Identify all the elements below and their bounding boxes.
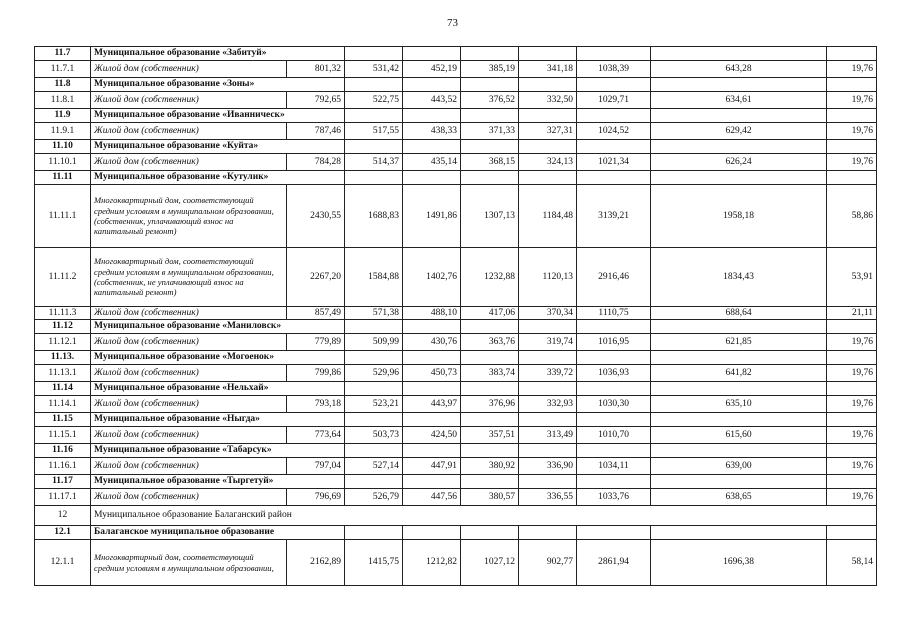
value-cell: 313,49 xyxy=(519,427,577,444)
row-description: Жилой дом (собственник) xyxy=(91,396,287,413)
group-header-row xyxy=(35,47,877,61)
value-cell: 376,52 xyxy=(461,92,519,109)
empty-cell xyxy=(577,109,651,123)
value-cell: 1212,82 xyxy=(403,540,461,586)
row-code: 11.12 xyxy=(35,320,91,334)
value-cell: 1696,38 xyxy=(651,540,827,586)
empty-cell xyxy=(651,526,827,540)
group-title: Муниципальное образование «Тыргетуй» xyxy=(91,475,345,489)
table-row xyxy=(35,248,877,307)
value-cell: 902,77 xyxy=(519,540,577,586)
empty-cell xyxy=(827,109,877,123)
value-cell: 438,33 xyxy=(403,123,461,140)
group-header-row xyxy=(35,351,877,365)
value-cell: 526,79 xyxy=(345,489,403,506)
table-row xyxy=(35,154,877,171)
table-row xyxy=(35,427,877,444)
group-header-row xyxy=(35,506,877,526)
table-body xyxy=(35,47,877,586)
empty-cell xyxy=(651,320,827,334)
value-cell: 1232,88 xyxy=(461,248,519,307)
value-cell: 447,91 xyxy=(403,458,461,475)
empty-cell xyxy=(651,475,827,489)
value-cell: 3139,21 xyxy=(577,185,651,248)
value-cell: 503,73 xyxy=(345,427,403,444)
value-cell: 324,13 xyxy=(519,154,577,171)
row-code: 11.12.1 xyxy=(35,334,91,351)
empty-cell xyxy=(403,320,461,334)
row-code: 11.14 xyxy=(35,382,91,396)
group-header-row xyxy=(35,382,877,396)
value-cell: 341,18 xyxy=(519,61,577,78)
empty-cell xyxy=(461,526,519,540)
value-cell: 773,64 xyxy=(287,427,345,444)
row-code: 11.14.1 xyxy=(35,396,91,413)
value-cell: 514,37 xyxy=(345,154,403,171)
value-cell: 1688,83 xyxy=(345,185,403,248)
row-description: Жилой дом (собственник) xyxy=(91,489,287,506)
value-cell: 443,52 xyxy=(403,92,461,109)
empty-cell xyxy=(345,475,403,489)
row-description: Жилой дом (собственник) xyxy=(91,334,287,351)
row-description: Жилой дом (собственник) xyxy=(91,365,287,382)
value-cell: 370,34 xyxy=(519,307,577,320)
value-cell: 797,04 xyxy=(287,458,345,475)
group-title: Муниципальное образование «Ныгда» xyxy=(91,413,345,427)
row-description: Многоквартирный дом, соответствующий средним условиям в муниципальном образовании, (собственник, не уплачивающий взнос на капитальный ремонт) xyxy=(91,248,287,307)
value-cell: 523,21 xyxy=(345,396,403,413)
empty-cell xyxy=(827,47,877,61)
value-cell: 443,97 xyxy=(403,396,461,413)
value-cell: 509,99 xyxy=(345,334,403,351)
value-cell: 332,93 xyxy=(519,396,577,413)
row-code: 11.17.1 xyxy=(35,489,91,506)
empty-cell xyxy=(519,109,577,123)
empty-cell xyxy=(345,140,403,154)
group-title: Муниципальное образование «Забитуй» xyxy=(91,47,345,61)
group-header-row xyxy=(35,140,877,154)
row-code: 11.13.1 xyxy=(35,365,91,382)
empty-cell xyxy=(345,171,403,185)
value-cell: 621,85 xyxy=(651,334,827,351)
value-cell: 629,42 xyxy=(651,123,827,140)
row-code: 12.1.1 xyxy=(35,540,91,586)
group-title: Муниципальное образование «Маниловск» xyxy=(91,320,345,334)
empty-cell xyxy=(461,320,519,334)
value-cell: 1034,11 xyxy=(577,458,651,475)
row-description: Жилой дом (собственник) xyxy=(91,61,287,78)
value-cell: 58,86 xyxy=(827,185,877,248)
row-code: 11.13. xyxy=(35,351,91,365)
value-cell: 638,65 xyxy=(651,489,827,506)
value-cell: 527,14 xyxy=(345,458,403,475)
value-cell: 635,10 xyxy=(651,396,827,413)
row-code: 11.10.1 xyxy=(35,154,91,171)
group-header-row xyxy=(35,171,877,185)
value-cell: 488,10 xyxy=(403,307,461,320)
value-cell: 643,28 xyxy=(651,61,827,78)
group-title: Муниципальное образование «Зоны» xyxy=(91,78,345,92)
table-row xyxy=(35,307,877,320)
empty-cell xyxy=(519,382,577,396)
empty-cell xyxy=(345,444,403,458)
value-cell: 634,61 xyxy=(651,92,827,109)
empty-cell xyxy=(403,475,461,489)
table-row xyxy=(35,540,877,586)
empty-cell xyxy=(345,413,403,427)
row-code: 11.7 xyxy=(35,47,91,61)
table-row xyxy=(35,185,877,248)
empty-cell xyxy=(577,320,651,334)
value-cell: 1033,76 xyxy=(577,489,651,506)
value-cell: 1415,75 xyxy=(345,540,403,586)
group-title: Муниципальное образование «Могоенок» xyxy=(91,351,345,365)
empty-cell xyxy=(403,382,461,396)
empty-cell xyxy=(651,171,827,185)
value-cell: 1036,93 xyxy=(577,365,651,382)
value-cell: 339,72 xyxy=(519,365,577,382)
empty-cell xyxy=(577,526,651,540)
row-code: 11.11.1 xyxy=(35,185,91,248)
row-code: 11.7.1 xyxy=(35,61,91,78)
value-cell: 58,14 xyxy=(827,540,877,586)
row-code: 12.1 xyxy=(35,526,91,540)
empty-cell xyxy=(345,382,403,396)
empty-cell xyxy=(345,78,403,92)
empty-cell xyxy=(403,78,461,92)
value-cell: 327,31 xyxy=(519,123,577,140)
empty-cell xyxy=(651,413,827,427)
empty-cell xyxy=(651,382,827,396)
empty-cell xyxy=(577,140,651,154)
value-cell: 1120,13 xyxy=(519,248,577,307)
group-title: Муниципальное образование «Кутулик» xyxy=(91,171,345,185)
empty-cell xyxy=(577,413,651,427)
row-code: 11.15.1 xyxy=(35,427,91,444)
group-title: Муниципальное образование «Табарсук» xyxy=(91,444,345,458)
row-description: Многоквартирный дом, соответствующий средним условиям в муниципальном образовании, (собственник, уплачивающий взнос на капитальный ремонт) xyxy=(91,185,287,248)
value-cell: 1110,75 xyxy=(577,307,651,320)
value-cell: 1038,39 xyxy=(577,61,651,78)
value-cell: 1027,12 xyxy=(461,540,519,586)
empty-cell xyxy=(345,109,403,123)
value-cell: 435,14 xyxy=(403,154,461,171)
empty-cell xyxy=(827,382,877,396)
value-cell: 801,32 xyxy=(287,61,345,78)
value-cell: 1184,48 xyxy=(519,185,577,248)
row-description: Жилой дом (собственник) xyxy=(91,123,287,140)
value-cell: 2916,46 xyxy=(577,248,651,307)
empty-cell xyxy=(519,320,577,334)
value-cell: 447,56 xyxy=(403,489,461,506)
empty-cell xyxy=(461,109,519,123)
empty-cell xyxy=(519,413,577,427)
empty-cell xyxy=(461,413,519,427)
empty-cell xyxy=(577,78,651,92)
value-cell: 1584,88 xyxy=(345,248,403,307)
value-cell: 784,28 xyxy=(287,154,345,171)
group-header-row xyxy=(35,526,877,540)
row-code: 11.11.3 xyxy=(35,307,91,320)
value-cell: 19,76 xyxy=(827,396,877,413)
empty-cell xyxy=(577,444,651,458)
empty-cell xyxy=(345,320,403,334)
row-description: Жилой дом (собственник) xyxy=(91,92,287,109)
group-header-row xyxy=(35,444,877,458)
value-cell: 383,74 xyxy=(461,365,519,382)
row-code: 11.11 xyxy=(35,171,91,185)
value-cell: 376,96 xyxy=(461,396,519,413)
empty-cell xyxy=(461,382,519,396)
empty-cell xyxy=(345,526,403,540)
empty-cell xyxy=(403,413,461,427)
empty-cell xyxy=(827,78,877,92)
value-cell: 19,76 xyxy=(827,427,877,444)
empty-cell xyxy=(403,171,461,185)
value-cell: 450,73 xyxy=(403,365,461,382)
empty-cell xyxy=(651,78,827,92)
group-header-row xyxy=(35,475,877,489)
empty-cell xyxy=(827,413,877,427)
value-cell: 531,42 xyxy=(345,61,403,78)
row-code: 11.15 xyxy=(35,413,91,427)
row-description: Жилой дом (собственник) xyxy=(91,307,287,320)
group-header-row xyxy=(35,109,877,123)
group-title: Муниципальное образование «Куйта» xyxy=(91,140,345,154)
group-title: Муниципальное образование Балаганский район xyxy=(91,506,877,526)
value-cell: 424,50 xyxy=(403,427,461,444)
empty-cell xyxy=(403,109,461,123)
group-title: Муниципальное образование «Нельхай» xyxy=(91,382,345,396)
value-cell: 1021,34 xyxy=(577,154,651,171)
value-cell: 641,82 xyxy=(651,365,827,382)
value-cell: 19,76 xyxy=(827,458,877,475)
table-row xyxy=(35,489,877,506)
empty-cell xyxy=(519,47,577,61)
table-row xyxy=(35,92,877,109)
row-code: 11.17 xyxy=(35,475,91,489)
empty-cell xyxy=(403,140,461,154)
empty-cell xyxy=(651,351,827,365)
value-cell: 799,86 xyxy=(287,365,345,382)
empty-cell xyxy=(827,475,877,489)
table-row xyxy=(35,396,877,413)
group-header-row xyxy=(35,320,877,334)
value-cell: 19,76 xyxy=(827,61,877,78)
value-cell: 380,57 xyxy=(461,489,519,506)
value-cell: 2430,55 xyxy=(287,185,345,248)
row-description: Жилой дом (собственник) xyxy=(91,154,287,171)
value-cell: 417,06 xyxy=(461,307,519,320)
value-cell: 1030,30 xyxy=(577,396,651,413)
empty-cell xyxy=(827,526,877,540)
empty-cell xyxy=(403,526,461,540)
page-number: 73 xyxy=(447,17,458,29)
table-row xyxy=(35,365,877,382)
value-cell: 517,55 xyxy=(345,123,403,140)
tariff-table xyxy=(34,46,877,586)
empty-cell xyxy=(519,475,577,489)
value-cell: 571,38 xyxy=(345,307,403,320)
row-code: 11.9.1 xyxy=(35,123,91,140)
row-description: Жилой дом (собственник) xyxy=(91,427,287,444)
value-cell: 430,76 xyxy=(403,334,461,351)
value-cell: 1834,43 xyxy=(651,248,827,307)
value-cell: 529,96 xyxy=(345,365,403,382)
empty-cell xyxy=(827,140,877,154)
empty-cell xyxy=(827,171,877,185)
value-cell: 452,19 xyxy=(403,61,461,78)
empty-cell xyxy=(827,351,877,365)
value-cell: 363,76 xyxy=(461,334,519,351)
empty-cell xyxy=(651,109,827,123)
value-cell: 368,15 xyxy=(461,154,519,171)
value-cell: 2861,94 xyxy=(577,540,651,586)
group-header-row xyxy=(35,78,877,92)
value-cell: 1491,86 xyxy=(403,185,461,248)
empty-cell xyxy=(827,320,877,334)
value-cell: 19,76 xyxy=(827,123,877,140)
empty-cell xyxy=(651,140,827,154)
empty-cell xyxy=(461,475,519,489)
empty-cell xyxy=(519,171,577,185)
value-cell: 371,33 xyxy=(461,123,519,140)
table-row xyxy=(35,334,877,351)
row-code: 11.10 xyxy=(35,140,91,154)
empty-cell xyxy=(519,351,577,365)
empty-cell xyxy=(577,171,651,185)
empty-cell xyxy=(827,444,877,458)
group-title: Балаганское муниципальное образование xyxy=(91,526,345,540)
value-cell: 615,60 xyxy=(651,427,827,444)
value-cell: 857,49 xyxy=(287,307,345,320)
empty-cell xyxy=(519,444,577,458)
empty-cell xyxy=(403,444,461,458)
table-row xyxy=(35,123,877,140)
empty-cell xyxy=(651,47,827,61)
value-cell: 336,90 xyxy=(519,458,577,475)
empty-cell xyxy=(345,351,403,365)
empty-cell xyxy=(577,382,651,396)
empty-cell xyxy=(461,444,519,458)
empty-cell xyxy=(519,526,577,540)
empty-cell xyxy=(345,47,403,61)
value-cell: 1307,13 xyxy=(461,185,519,248)
value-cell: 787,46 xyxy=(287,123,345,140)
empty-cell xyxy=(461,78,519,92)
value-cell: 319,74 xyxy=(519,334,577,351)
empty-cell xyxy=(577,351,651,365)
value-cell: 385,19 xyxy=(461,61,519,78)
value-cell: 357,51 xyxy=(461,427,519,444)
value-cell: 626,24 xyxy=(651,154,827,171)
row-code: 11.16.1 xyxy=(35,458,91,475)
value-cell: 332,50 xyxy=(519,92,577,109)
value-cell: 779,89 xyxy=(287,334,345,351)
empty-cell xyxy=(461,171,519,185)
value-cell: 1016,95 xyxy=(577,334,651,351)
row-code: 11.8.1 xyxy=(35,92,91,109)
value-cell: 336,55 xyxy=(519,489,577,506)
value-cell: 19,76 xyxy=(827,334,877,351)
value-cell: 793,18 xyxy=(287,396,345,413)
empty-cell xyxy=(519,78,577,92)
value-cell: 19,76 xyxy=(827,489,877,506)
empty-cell xyxy=(577,47,651,61)
value-cell: 639,00 xyxy=(651,458,827,475)
value-cell: 19,76 xyxy=(827,92,877,109)
value-cell: 21,11 xyxy=(827,307,877,320)
empty-cell xyxy=(403,47,461,61)
empty-cell xyxy=(461,47,519,61)
value-cell: 796,69 xyxy=(287,489,345,506)
group-header-row xyxy=(35,413,877,427)
empty-cell xyxy=(651,444,827,458)
row-code: 11.16 xyxy=(35,444,91,458)
value-cell: 688,64 xyxy=(651,307,827,320)
value-cell: 1958,18 xyxy=(651,185,827,248)
value-cell: 19,76 xyxy=(827,154,877,171)
table-row xyxy=(35,458,877,475)
value-cell: 1029,71 xyxy=(577,92,651,109)
value-cell: 1402,76 xyxy=(403,248,461,307)
row-description: Жилой дом (собственник) xyxy=(91,458,287,475)
empty-cell xyxy=(461,351,519,365)
value-cell: 792,65 xyxy=(287,92,345,109)
value-cell: 1024,52 xyxy=(577,123,651,140)
value-cell: 19,76 xyxy=(827,365,877,382)
empty-cell xyxy=(461,140,519,154)
row-code: 11.8 xyxy=(35,78,91,92)
row-description: Многоквартирный дом, соответствующий средним условиям в муниципальном образовании, xyxy=(91,540,287,586)
empty-cell xyxy=(577,475,651,489)
value-cell: 2162,89 xyxy=(287,540,345,586)
value-cell: 380,92 xyxy=(461,458,519,475)
value-cell: 522,75 xyxy=(345,92,403,109)
empty-cell xyxy=(403,351,461,365)
row-code: 12 xyxy=(35,506,91,526)
value-cell: 1010,70 xyxy=(577,427,651,444)
row-code: 11.11.2 xyxy=(35,248,91,307)
table-row xyxy=(35,61,877,78)
value-cell: 2267,20 xyxy=(287,248,345,307)
value-cell: 53,91 xyxy=(827,248,877,307)
group-title: Муниципальное образование «Иванническ» xyxy=(91,109,345,123)
empty-cell xyxy=(519,140,577,154)
row-code: 11.9 xyxy=(35,109,91,123)
